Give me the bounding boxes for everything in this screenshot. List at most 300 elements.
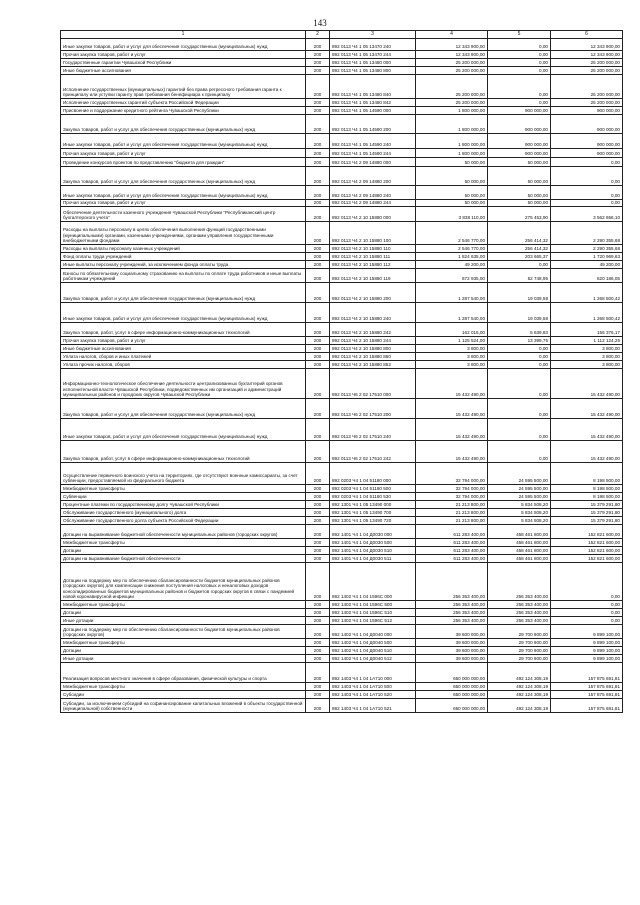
- row-plan-cell: 1 287 540,00: [416, 283, 488, 303]
- row-code-cell: 200: [306, 261, 330, 269]
- row-kbk-cell: 892 1402 Ч4 1 04 Д0040 500: [330, 639, 416, 647]
- row-kbk-cell: 892 0113 Ч4 2 10 15880 242: [330, 323, 416, 337]
- row-code-cell: 200: [306, 369, 330, 399]
- table-row: [61, 625, 623, 639]
- row-code-cell: 200: [306, 609, 330, 617]
- row-remaining-cell: 900 000,00: [551, 149, 623, 158]
- row-kbk-cell: 892 0113 Ч6 2 02 17510 000: [330, 369, 416, 399]
- table-row: [61, 75, 623, 99]
- row-name-cell: Расходы на выплаты персоналу в целях обеспечения выполнения функций государственными (муниципальными) органами, казенными учреждениями, органами управления государственными внебюджетными фондами: [61, 222, 306, 245]
- row-plan-cell: 1 800 000,00: [416, 115, 488, 134]
- table-row: [61, 647, 623, 655]
- table-row: [61, 323, 623, 337]
- row-plan-cell: 12 343 900,00: [416, 39, 488, 51]
- table-row: [61, 563, 623, 601]
- row-remaining-cell: 2 290 355,68: [551, 245, 623, 253]
- row-remaining-cell: 8 198 500,00: [551, 463, 623, 485]
- row-kbk-cell: 892 0113 Ч4 2 10 15880 850: [330, 353, 416, 361]
- table-row: [61, 115, 623, 134]
- row-remaining-cell: 157 875 691,81: [551, 691, 623, 699]
- row-kbk-cell: 892 1401 Ч4 1 04 Д0030 510: [330, 547, 416, 555]
- table-row: [61, 207, 623, 222]
- row-executed-cell: 29 700 900,00: [488, 655, 551, 663]
- table-row: [61, 200, 623, 207]
- row-kbk-cell: 892 1402 Ч4 1 04 Д0040 510: [330, 647, 416, 655]
- row-code-cell: 200: [306, 539, 330, 547]
- table-row: [61, 399, 623, 419]
- row-plan-cell: 21 213 800,00: [416, 517, 488, 525]
- row-name-cell: Дотации на поддержку мер по обеспечению сбалансированности бюджетов муниципальных районов (городских округов): [61, 625, 306, 639]
- row-code-cell: 200: [306, 158, 330, 167]
- row-remaining-cell: 0,00: [551, 563, 623, 601]
- row-kbk-cell: 892 0113 Ч4 2 09 14880 240: [330, 186, 416, 200]
- row-executed-cell: 0,00: [488, 399, 551, 419]
- header-cell-6: 6: [551, 31, 623, 39]
- row-kbk-cell: 892 0113 Ч4 2 10 15880 119: [330, 269, 416, 283]
- row-kbk-cell: 892 1301 Ч4 1 05 13490 000: [330, 501, 416, 509]
- row-executed-cell: 5 834 508,20: [488, 509, 551, 517]
- row-remaining-cell: 152 821 600,00: [551, 525, 623, 539]
- table-row: [61, 463, 623, 485]
- row-kbk-cell: 892 0113 Ч4 2 10 15880 240: [330, 303, 416, 323]
- table-row: [61, 525, 623, 539]
- row-kbk-cell: 892 0113 Ч4 2 10 15880 112: [330, 261, 416, 269]
- row-plan-cell: 650 000 000,00: [416, 663, 488, 683]
- row-code-cell: 200: [306, 555, 330, 563]
- row-name-cell: Дотации: [61, 609, 306, 617]
- row-plan-cell: 1 800 000,00: [416, 107, 488, 115]
- row-name-cell: Проведение конкурсов проектов по представлению "бюджета для граждан": [61, 158, 306, 167]
- row-code-cell: 200: [306, 691, 330, 699]
- row-name-cell: Закупка товаров, работ, услуг в сфере информационно-коммуникационных технологий: [61, 323, 306, 337]
- row-code-cell: 200: [306, 547, 330, 555]
- row-plan-cell: 3 800,00: [416, 353, 488, 361]
- row-code-cell: 200: [306, 361, 330, 369]
- row-remaining-cell: 25 200 000,00: [551, 75, 623, 99]
- table-row: [61, 149, 623, 158]
- row-kbk-cell: 892 1403 Ч4 1 04 1А710 521: [330, 699, 416, 713]
- row-kbk-cell: 892 1402 Ч4 1 04 1596С 500: [330, 601, 416, 609]
- row-kbk-cell: 892 1401 Ч4 1 04 Д0030 511: [330, 555, 416, 563]
- row-remaining-cell: 25 200 000,00: [551, 59, 623, 67]
- row-executed-cell: 0,00: [488, 99, 551, 107]
- table-row: [61, 655, 623, 663]
- row-executed-cell: 492 124 308,19: [488, 699, 551, 713]
- row-remaining-cell: 1 720 969,63: [551, 253, 623, 261]
- row-code-cell: 200: [306, 493, 330, 501]
- row-kbk-cell: 892 0113 Ч4 2 09 14880 244: [330, 200, 416, 207]
- row-kbk-cell: 892 0113 Ч6 2 02 17510 242: [330, 441, 416, 463]
- row-code-cell: 200: [306, 463, 330, 485]
- row-executed-cell: 0,00: [488, 419, 551, 441]
- row-code-cell: 200: [306, 283, 330, 303]
- row-code-cell: 200: [306, 200, 330, 207]
- row-name-cell: Исполнение государственных гарантий субъекта Российской Федерации: [61, 99, 306, 107]
- table-header-row: [61, 31, 623, 39]
- row-executed-cell: 29 700 900,00: [488, 639, 551, 647]
- row-plan-cell: 39 600 000,00: [416, 647, 488, 655]
- row-executed-cell: 0,00: [488, 261, 551, 269]
- row-remaining-cell: 152 821 600,00: [551, 539, 623, 547]
- row-name-cell: Закупка товаров, работ и услуг для обеспечения государственных (муниципальных) нужд: [61, 115, 306, 134]
- row-name-cell: Обеспечение деятельности казенного учреждения Чувашской Республики "Республиканский центр бухгалтерского учета": [61, 207, 306, 222]
- row-name-cell: Межбюджетные трансферты: [61, 539, 306, 547]
- table-row: [61, 269, 623, 283]
- row-plan-cell: 256 353 400,00: [416, 563, 488, 601]
- row-code-cell: 200: [306, 39, 330, 51]
- row-remaining-cell: 9 899 100,00: [551, 655, 623, 663]
- row-name-cell: Межбюджетные трансферты: [61, 485, 306, 493]
- row-plan-cell: 611 283 400,00: [416, 547, 488, 555]
- row-executed-cell: 492 124 308,19: [488, 691, 551, 699]
- row-executed-cell: 900 000,00: [488, 107, 551, 115]
- row-plan-cell: 25 200 000,00: [416, 67, 488, 75]
- row-remaining-cell: 0,00: [551, 200, 623, 207]
- row-name-cell: Дотации на выравнивание бюджетной обеспеченности: [61, 555, 306, 563]
- row-kbk-cell: 892 0113 Ч4 2 10 15880 244: [330, 337, 416, 345]
- row-plan-cell: 15 432 490,00: [416, 441, 488, 463]
- row-remaining-cell: 900 000,00: [551, 107, 623, 115]
- table-row: [61, 303, 623, 323]
- table-row: [61, 51, 623, 59]
- row-code-cell: 200: [306, 186, 330, 200]
- row-kbk-cell: 892 0113 Ч4 2 10 15880 200: [330, 283, 416, 303]
- row-name-cell: Прочая закупка товаров, работ и услуг: [61, 200, 306, 207]
- row-kbk-cell: 892 1402 Ч4 1 04 1596С 000: [330, 563, 416, 601]
- row-name-cell: Межбюджетные трансферты: [61, 601, 306, 609]
- row-executed-cell: 0,00: [488, 345, 551, 353]
- row-plan-cell: 32 794 000,00: [416, 493, 488, 501]
- table-row: [61, 617, 623, 625]
- row-plan-cell: 1 287 540,00: [416, 303, 488, 323]
- row-executed-cell: 900 000,00: [488, 134, 551, 149]
- row-remaining-cell: 25 200 000,00: [551, 99, 623, 107]
- row-code-cell: 200: [306, 115, 330, 134]
- row-name-cell: Иные закупки товаров, работ и услуг для обеспечения государственных (муниципальных) нужд: [61, 419, 306, 441]
- row-remaining-cell: 8 198 500,00: [551, 485, 623, 493]
- row-executed-cell: 0,00: [488, 369, 551, 399]
- table-row: [61, 539, 623, 547]
- row-name-cell: Обслуживание государственного долга субъекта Российской Федерации: [61, 517, 306, 525]
- row-kbk-cell: 892 1403 Ч4 1 04 1А710 520: [330, 691, 416, 699]
- row-plan-cell: 611 283 400,00: [416, 525, 488, 539]
- row-remaining-cell: 15 379 291,80: [551, 501, 623, 509]
- row-code-cell: 200: [306, 303, 330, 323]
- header-cell-5: 5: [488, 31, 551, 39]
- row-plan-cell: 15 432 490,00: [416, 369, 488, 399]
- row-name-cell: Межбюджетные трансферты: [61, 639, 306, 647]
- row-executed-cell: 256 353 400,00: [488, 601, 551, 609]
- row-kbk-cell: 892 0113 Ч6 2 02 17510 200: [330, 399, 416, 419]
- row-kbk-cell: 892 1301 Ч4 1 05 13490 720: [330, 517, 416, 525]
- row-code-cell: 200: [306, 345, 330, 353]
- row-kbk-cell: 892 0203 Ч4 1 04 51180 000: [330, 463, 416, 485]
- row-code-cell: 200: [306, 517, 330, 525]
- row-kbk-cell: 892 1401 Ч4 1 04 Д0030 000: [330, 525, 416, 539]
- row-name-cell: Субвенции: [61, 493, 306, 501]
- table-row: [61, 261, 623, 269]
- row-plan-cell: 3 800,00: [416, 345, 488, 353]
- row-executed-cell: 458 461 800,00: [488, 525, 551, 539]
- table-row: [61, 353, 623, 361]
- row-remaining-cell: 1 268 500,42: [551, 283, 623, 303]
- row-name-cell: Фонд оплаты труда учреждений: [61, 253, 306, 261]
- row-code-cell: 200: [306, 419, 330, 441]
- row-plan-cell: 672 935,00: [416, 269, 488, 283]
- row-name-cell: Расходы на выплаты персоналу казенных учреждений: [61, 245, 306, 253]
- row-remaining-cell: 3 562 656,10: [551, 207, 623, 222]
- row-name-cell: Государственные гарантии Чувашской Республики: [61, 59, 306, 67]
- row-plan-cell: 39 600 000,00: [416, 625, 488, 639]
- row-kbk-cell: 892 1403 Ч4 1 04 1А710 000: [330, 663, 416, 683]
- table-row: [61, 601, 623, 609]
- row-name-cell: Реализация вопросов местного значения в сфере образования, физической культуры и спорта: [61, 663, 306, 683]
- row-executed-cell: 24 595 500,00: [488, 485, 551, 493]
- row-remaining-cell: 620 186,05: [551, 269, 623, 283]
- row-plan-cell: 12 343 900,00: [416, 51, 488, 59]
- row-remaining-cell: 9 899 100,00: [551, 639, 623, 647]
- row-code-cell: 200: [306, 269, 330, 283]
- row-plan-cell: 50 000,00: [416, 158, 488, 167]
- row-executed-cell: 52 748,95: [488, 269, 551, 283]
- table-row: [61, 501, 623, 509]
- row-remaining-cell: 152 821 600,00: [551, 555, 623, 563]
- row-plan-cell: 256 353 400,00: [416, 609, 488, 617]
- row-plan-cell: 25 200 000,00: [416, 99, 488, 107]
- table-row: [61, 337, 623, 345]
- row-name-cell: Процентные платежи по государственному долгу Чувашской Республики: [61, 501, 306, 509]
- table-row: [61, 67, 623, 75]
- row-kbk-cell: 892 1403 Ч4 1 04 1А710 500: [330, 683, 416, 691]
- row-executed-cell: 256 414,32: [488, 222, 551, 245]
- row-kbk-cell: 892 1401 Ч4 1 04 Д0030 500: [330, 539, 416, 547]
- row-plan-cell: 21 213 800,00: [416, 501, 488, 509]
- row-name-cell: Иные закупки товаров, работ и услуг для обеспечения государственных (муниципальных) нужд: [61, 186, 306, 200]
- row-name-cell: Дотации: [61, 547, 306, 555]
- row-plan-cell: 39 600 000,00: [416, 655, 488, 663]
- row-executed-cell: 256 353 400,00: [488, 609, 551, 617]
- row-remaining-cell: 157 875 691,81: [551, 683, 623, 691]
- row-plan-cell: 162 016,00: [416, 323, 488, 337]
- row-name-cell: Межбюджетные трансферты: [61, 683, 306, 691]
- row-executed-cell: 0,00: [488, 441, 551, 463]
- table-row: [61, 59, 623, 67]
- row-remaining-cell: 152 821 600,00: [551, 547, 623, 555]
- row-executed-cell: 0,00: [488, 75, 551, 99]
- row-executed-cell: 50 000,00: [488, 158, 551, 167]
- row-remaining-cell: 0,00: [551, 601, 623, 609]
- row-executed-cell: 0,00: [488, 361, 551, 369]
- row-plan-cell: 39 600 000,00: [416, 639, 488, 647]
- row-code-cell: 200: [306, 75, 330, 99]
- row-plan-cell: 611 283 400,00: [416, 555, 488, 563]
- row-kbk-cell: 892 0113 Ч4 1 05 14590 200: [330, 115, 416, 134]
- row-name-cell: Иные закупки товаров, работ и услуг для обеспечения государственных (муниципальных) нужд: [61, 134, 306, 149]
- row-plan-cell: 15 432 490,00: [416, 399, 488, 419]
- row-executed-cell: 492 124 308,19: [488, 663, 551, 683]
- row-kbk-cell: 892 0113 Ч4 2 09 14880 000: [330, 158, 416, 167]
- table-row: [61, 253, 623, 261]
- row-remaining-cell: 2 290 355,68: [551, 222, 623, 245]
- row-code-cell: 200: [306, 509, 330, 517]
- row-remaining-cell: 0,00: [551, 617, 623, 625]
- row-code-cell: 200: [306, 639, 330, 647]
- row-code-cell: 200: [306, 99, 330, 107]
- row-code-cell: 200: [306, 699, 330, 713]
- row-name-cell: Дотации на поддержку мер по обеспечению сбалансированности бюджетов муниципальных районов (городских округов) для компенсации снижения поступления налоговых и неналоговых доходов консолидированных бюджетов муниципальных районов и бюджетов городских округов в связи с пандемией новой коронавирусной инфекции: [61, 563, 306, 601]
- row-remaining-cell: 15 432 490,00: [551, 369, 623, 399]
- row-remaining-cell: 12 343 900,00: [551, 51, 623, 59]
- row-name-cell: Иные выплаты персоналу учреждений, за исключением фонда оплаты труда: [61, 261, 306, 269]
- row-executed-cell: 275 453,90: [488, 207, 551, 222]
- row-executed-cell: 0,00: [488, 67, 551, 75]
- row-remaining-cell: 15 432 490,00: [551, 399, 623, 419]
- table-row: [61, 222, 623, 245]
- row-remaining-cell: 157 875 691,81: [551, 699, 623, 713]
- row-code-cell: 200: [306, 441, 330, 463]
- row-plan-cell: 1 125 524,00: [416, 337, 488, 345]
- row-name-cell: Иные закупки товаров, работ и услуг для обеспечения государственных (муниципальных) нужд: [61, 303, 306, 323]
- row-name-cell: Закупка товаров, работ и услуг для обеспечения государственных (муниципальных) нужд: [61, 399, 306, 419]
- row-code-cell: 200: [306, 245, 330, 253]
- row-executed-cell: 24 595 500,00: [488, 493, 551, 501]
- row-remaining-cell: 9 899 100,00: [551, 625, 623, 639]
- row-executed-cell: 5 834 508,20: [488, 517, 551, 525]
- row-name-cell: Прочая закупка товаров, работ и услуг: [61, 51, 306, 59]
- row-executed-cell: 5 834 508,20: [488, 501, 551, 509]
- row-kbk-cell: 892 0113 Ч4 2 10 15880 000: [330, 207, 416, 222]
- row-code-cell: 200: [306, 337, 330, 345]
- row-name-cell: Субсидии: [61, 691, 306, 699]
- row-kbk-cell: 892 0113 Ч6 2 02 17510 240: [330, 419, 416, 441]
- row-kbk-cell: 892 0113 Ч4 2 09 14880 200: [330, 167, 416, 186]
- table-row: [61, 419, 623, 441]
- row-code-cell: 200: [306, 625, 330, 639]
- row-executed-cell: 458 461 800,00: [488, 555, 551, 563]
- row-plan-cell: 50 000,00: [416, 167, 488, 186]
- row-plan-cell: 21 213 800,00: [416, 509, 488, 517]
- row-plan-cell: 650 000 000,00: [416, 691, 488, 699]
- row-name-cell: Информационно-технологическое обеспечение деятельности централизованных бухгалтерий органов исполнительной власти Чувашской Республики, подведомственных им организаций и администраций муниципальных районов и городских округов Чувашской Республики: [61, 369, 306, 399]
- row-name-cell: Иные закупки товаров, работ и услуг для обеспечения государственных (муниципальных) нужд: [61, 39, 306, 51]
- row-remaining-cell: 0,00: [551, 609, 623, 617]
- table-row: [61, 485, 623, 493]
- row-remaining-cell: 900 000,00: [551, 134, 623, 149]
- row-executed-cell: 0,00: [488, 353, 551, 361]
- row-plan-cell: 1 824 635,00: [416, 253, 488, 261]
- header-cell-3: 3: [330, 31, 416, 39]
- row-kbk-cell: 892 0113 Ч4 1 05 13470 244: [330, 51, 416, 59]
- row-code-cell: 200: [306, 67, 330, 75]
- row-executed-cell: 458 461 800,00: [488, 539, 551, 547]
- row-remaining-cell: 3 800,00: [551, 345, 623, 353]
- row-remaining-cell: 900 000,00: [551, 115, 623, 134]
- row-code-cell: 200: [306, 134, 330, 149]
- row-name-cell: Исполнение государственных (муниципальных) гарантий без права регрессного требования гаранта к принципалу или уступки гаранту прав требования бенефициара к принципалу: [61, 75, 306, 99]
- row-code-cell: 200: [306, 149, 330, 158]
- row-code-cell: 200: [306, 222, 330, 245]
- row-remaining-cell: 3 800,00: [551, 353, 623, 361]
- row-kbk-cell: 892 0203 Ч4 1 04 51180 530: [330, 493, 416, 501]
- table-row: [61, 699, 623, 713]
- table-row: [61, 493, 623, 501]
- table-row: [61, 167, 623, 186]
- row-code-cell: 200: [306, 663, 330, 683]
- row-kbk-cell: 892 1402 Ч4 1 04 1596С 512: [330, 617, 416, 625]
- row-name-cell: Дотации: [61, 647, 306, 655]
- table-row: [61, 509, 623, 517]
- row-kbk-cell: 892 0113 Ч4 1 05 13480 842: [330, 99, 416, 107]
- row-executed-cell: 203 665,37: [488, 253, 551, 261]
- row-executed-cell: 19 039,58: [488, 283, 551, 303]
- row-code-cell: 200: [306, 601, 330, 609]
- table-row: [61, 441, 623, 463]
- row-executed-cell: 29 700 900,00: [488, 647, 551, 655]
- row-kbk-cell: 892 0113 Ч4 2 10 15880 110: [330, 245, 416, 253]
- row-code-cell: 200: [306, 563, 330, 601]
- row-name-cell: Прочая закупка товаров, работ и услуг: [61, 149, 306, 158]
- row-code-cell: 200: [306, 399, 330, 419]
- row-kbk-cell: 892 0113 Ч4 2 10 15880 800: [330, 345, 416, 353]
- row-plan-cell: 25 200 000,00: [416, 75, 488, 99]
- row-plan-cell: 49 200,00: [416, 261, 488, 269]
- row-name-cell: Иные дотации: [61, 655, 306, 663]
- row-code-cell: 200: [306, 107, 330, 115]
- row-code-cell: 200: [306, 207, 330, 222]
- row-name-cell: Иные бюджетные ассигнования: [61, 345, 306, 353]
- row-kbk-cell: 892 1402 Ч4 1 04 Д0040 512: [330, 655, 416, 663]
- header-cell-2: 2: [306, 31, 330, 39]
- row-name-cell: Прочая закупка товаров, работ и услуг: [61, 337, 306, 345]
- row-code-cell: 200: [306, 683, 330, 691]
- row-plan-cell: 650 000 000,00: [416, 699, 488, 713]
- row-name-cell: Взносы по обязательному социальному страхованию на выплаты по оплате труда работников и иные выплаты работникам учреждений: [61, 269, 306, 283]
- table-row: [61, 555, 623, 563]
- row-plan-cell: 15 432 490,00: [416, 419, 488, 441]
- row-remaining-cell: 15 379 291,80: [551, 509, 623, 517]
- row-plan-cell: 3 838 110,00: [416, 207, 488, 222]
- row-kbk-cell: 892 0113 Ч4 1 05 13480 840: [330, 75, 416, 99]
- row-kbk-cell: 892 0113 Ч4 2 10 15880 100: [330, 222, 416, 245]
- row-code-cell: 200: [306, 59, 330, 67]
- row-code-cell: 200: [306, 647, 330, 655]
- table-row: [61, 39, 623, 51]
- row-plan-cell: 32 794 000,00: [416, 485, 488, 493]
- row-executed-cell: 50 000,00: [488, 167, 551, 186]
- row-code-cell: 200: [306, 323, 330, 337]
- row-code-cell: 200: [306, 525, 330, 539]
- row-remaining-cell: 15 432 490,00: [551, 441, 623, 463]
- table-row: [61, 369, 623, 399]
- row-remaining-cell: 0,00: [551, 186, 623, 200]
- header-cell-1: 1: [61, 31, 306, 39]
- row-name-cell: Закупка товаров, работ и услуг для обеспечения государственных (муниципальных) нужд: [61, 283, 306, 303]
- row-remaining-cell: 9 899 100,00: [551, 647, 623, 655]
- row-plan-cell: 1 800 000,00: [416, 134, 488, 149]
- row-name-cell: Закупка товаров, работ, услуг в сфере информационно-коммуникационных технологий: [61, 441, 306, 463]
- row-plan-cell: 650 000 000,00: [416, 683, 488, 691]
- row-kbk-cell: 892 0113 Ч4 1 05 14590 244: [330, 149, 416, 158]
- row-plan-cell: 25 200 000,00: [416, 59, 488, 67]
- row-remaining-cell: 25 200 000,00: [551, 67, 623, 75]
- row-code-cell: 200: [306, 501, 330, 509]
- row-remaining-cell: 156 376,17: [551, 323, 623, 337]
- row-executed-cell: 13 399,75: [488, 337, 551, 345]
- row-executed-cell: 900 000,00: [488, 149, 551, 158]
- row-remaining-cell: 8 198 500,00: [551, 493, 623, 501]
- row-kbk-cell: 892 0113 Ч4 1 05 13480 800: [330, 67, 416, 75]
- table-row: [61, 691, 623, 699]
